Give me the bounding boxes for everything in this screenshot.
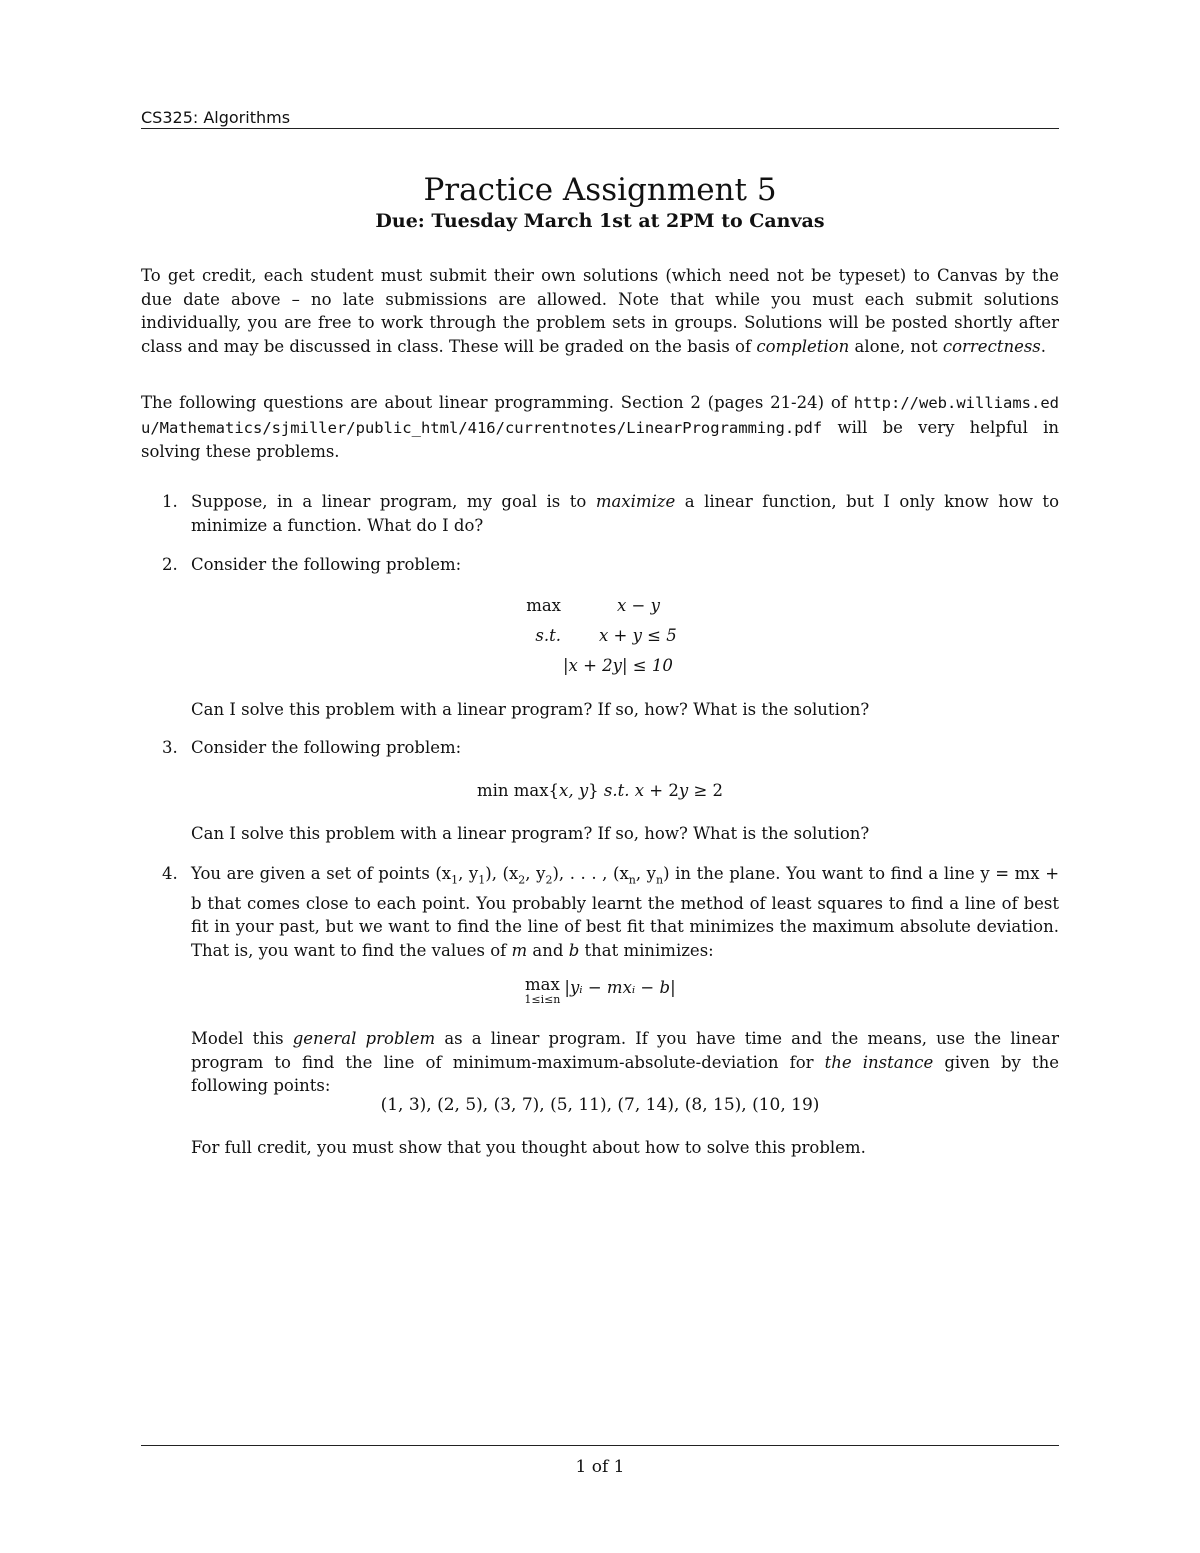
course-name: CS325: Algorithms (141, 108, 291, 127)
formula-part: s.t. x (603, 781, 645, 800)
max-expression: |yᵢ − mxᵢ − b| (564, 978, 676, 997)
max-operator (524, 976, 560, 1006)
subscript: n (628, 873, 636, 887)
question-text-part: Suppose, in a linear program, my goal is to (191, 492, 596, 511)
max-range: 1≤i≤n (524, 993, 561, 1006)
question-3-followup: Can I solve this problem with a linear program? If so, how? What is the solution? (191, 824, 870, 843)
variable-m: m (511, 940, 528, 960)
model-text: Model this (191, 1029, 293, 1048)
intro-text: alone, not (849, 336, 943, 356)
formula-part: } (588, 781, 604, 800)
question-number: 4. (162, 864, 178, 883)
subscript: 2 (518, 873, 526, 887)
question-4-model (191, 1027, 1059, 1098)
question-4-objective (141, 976, 1059, 1006)
question-text-part: , y (458, 864, 479, 883)
formula-part: min max{ (476, 781, 560, 800)
emphasis-the-instance: the instance (824, 1052, 934, 1072)
intro-text: To get credit, each student must submit their own solutions (which need not be typeset) to Canvas by the due date above – no late submissions are allowed. Note that while you must each submit solutions individually, you are free to work through the problem sets in groups. Solutions will be posted shortly after class and may be discussed in class. These will be graded on the basis of (141, 266, 1059, 356)
model-text: as a linear program. If you have time and the means, use the linear program to find the line of minimum-maximum-absolute-deviation for (191, 1029, 1059, 1072)
question-text-part: , y (635, 864, 656, 883)
question-text-part: ) in the plane. You want to find a line y = mx + b that comes close to each point. You probably learnt the method of least squares to find a line of best fit in your past, but we want to find the line of best fit that minimizes the maximum absolute deviation. That is, you want to find the values of (191, 864, 1060, 960)
question-number: 1. (162, 492, 178, 511)
due-date: Due: Tuesday March 1st at 2PM to Canvas (375, 210, 825, 232)
question-2-followup: Can I solve this problem with a linear program? If so, how? What is the solution? (191, 700, 870, 719)
reference-text: will be very helpful in solving these problems. (141, 417, 1059, 461)
emphasis-completion: completion (756, 336, 850, 356)
formula-part: y (678, 781, 689, 800)
question-text-part: a linear function, but I only know how to minimize a function. What do I do? (191, 492, 1059, 535)
question-text-part: , y (525, 864, 546, 883)
emphasis-correctness: correctness (942, 336, 1041, 356)
question-text-part: that minimizes: (579, 940, 714, 960)
subscript: 1 (478, 873, 486, 887)
reference-text: The following questions are about linear programming. Section 2 (pages 21-24) of (141, 393, 854, 412)
question-text-part: ), . . . , (x (552, 864, 629, 883)
question-4-credit-note: For full credit, you must show that you thought about how to solve this problem. (191, 1138, 866, 1157)
question-text-part: You are given a set of points (x (191, 864, 452, 883)
model-text: given by the following points: (191, 1052, 1059, 1095)
running-header (141, 106, 1059, 129)
max-word: max (524, 975, 560, 994)
intro-text: . (1040, 336, 1047, 356)
reference-paragraph (141, 391, 1059, 464)
subscript: 1 (451, 873, 459, 887)
question-3-formula (141, 781, 1059, 800)
question-text-part: ), (x (485, 864, 519, 883)
question-4-points: (1, 3), (2, 5), (3, 7), (5, 11), (7, 14), (8, 15), (10, 19) (380, 1095, 820, 1115)
variable-b: b (568, 940, 580, 960)
reference-url[interactable]: http://web.williams.edu/Mathematics/sjmiller/public_html/416/currentnotes/LinearProgramming.pdf (141, 394, 1059, 437)
emphasis-maximize: maximize (595, 492, 676, 511)
question-text (191, 490, 1059, 537)
emphasis-general-problem: general problem (292, 1029, 436, 1048)
formula-part: ≥ 2 (688, 781, 724, 800)
formula-part: x, y (559, 781, 589, 800)
footer-rule (141, 1445, 1059, 1446)
page-number: 1 of 1 (575, 1457, 625, 1477)
question-number: 3. (162, 738, 178, 757)
lp-st-label: s.t. (535, 626, 561, 645)
question-number: 2. (162, 555, 178, 574)
subscript: n (656, 873, 664, 887)
assignment-title: Practice Assignment 5 (423, 172, 777, 208)
question-text: Consider the following problem: (191, 555, 462, 574)
document-page (141, 0, 1059, 1553)
lp-constraint-1: x + y ≤ 5 (599, 626, 677, 645)
intro-paragraph (141, 264, 1059, 358)
subscript: 2 (545, 873, 553, 887)
formula-part: + 2 (644, 781, 679, 800)
question-text (191, 862, 1059, 962)
lp-constraint-2: |x + 2y| ≤ 10 (563, 656, 673, 675)
lp-objective: x − y (617, 596, 660, 615)
lp-max-label: max (526, 596, 561, 615)
question-text: Consider the following problem: (191, 738, 462, 757)
question-text-part: and (527, 940, 569, 960)
